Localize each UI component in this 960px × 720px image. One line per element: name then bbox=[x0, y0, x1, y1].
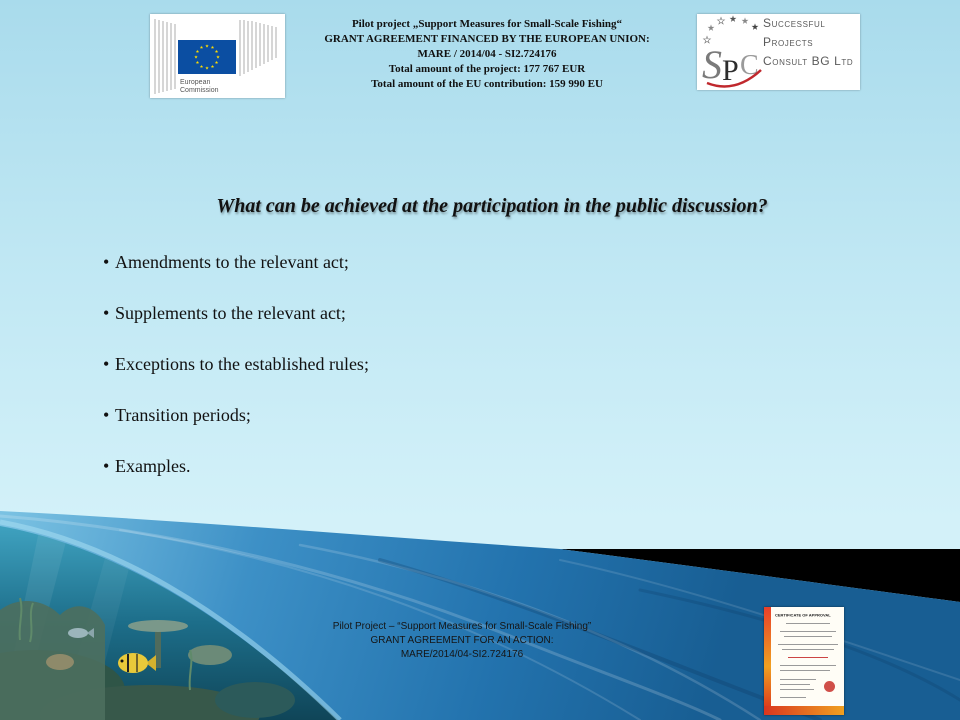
list-item bbox=[103, 454, 369, 505]
bullet-icon: • bbox=[103, 252, 110, 272]
svg-text:C: C bbox=[740, 50, 759, 81]
list-item bbox=[103, 301, 369, 352]
list-item bbox=[103, 250, 369, 301]
footer-line: GRANT AGREEMENT FOR AN ACTION: bbox=[370, 635, 554, 646]
eu-commission-logo bbox=[150, 14, 285, 98]
project-header bbox=[287, 17, 687, 92]
slide-footer bbox=[312, 620, 612, 662]
list-item bbox=[103, 352, 369, 403]
bullet-text: Examples. bbox=[115, 456, 191, 476]
bullet-icon: • bbox=[103, 303, 110, 323]
certificate-border bbox=[764, 607, 771, 715]
eu-logo-line1: European bbox=[180, 79, 211, 86]
bullet-list bbox=[103, 250, 369, 505]
certificate-footer-band bbox=[764, 706, 844, 715]
list-item bbox=[103, 403, 369, 454]
bullet-text: Transition periods; bbox=[115, 405, 251, 425]
slide-heading: What can be achieved at the participation in the public discussion? bbox=[216, 195, 768, 217]
header-line: GRANT AGREEMENT FINANCED BY THE EUROPEAN UNION: bbox=[324, 33, 650, 45]
spc-monogram bbox=[702, 42, 761, 87]
bullet-text: Amendments to the relevant act; bbox=[115, 252, 349, 272]
certificate-seal-icon bbox=[824, 681, 835, 692]
table-coral bbox=[128, 620, 188, 632]
eu-flag-icon bbox=[178, 40, 236, 74]
header-line: MARE / 2014/04 - SI2.724176 bbox=[417, 48, 557, 60]
bullet-text: Supplements to the relevant act; bbox=[115, 303, 346, 323]
bullet-text: Exceptions to the established rules; bbox=[115, 354, 369, 374]
header-line: Total amount of the project: 177 767 EUR bbox=[388, 63, 586, 75]
bullet-icon: • bbox=[103, 405, 110, 425]
eu-logo-line2: Commission bbox=[180, 87, 219, 94]
footer-line: Pilot Project – “Support Measures for Small-Scale Fishing” bbox=[332, 621, 592, 632]
header-line: Total amount of the EU contribution: 159 990 EU bbox=[371, 78, 603, 90]
svg-text:S: S bbox=[702, 42, 722, 87]
bullet-icon: • bbox=[103, 456, 110, 476]
header-line: Pilot project „Support Measures for Small-Scale Fishing“ bbox=[351, 18, 623, 30]
spc-logo bbox=[697, 14, 860, 90]
certificate-title: CERTIFICATE OF APPROVAL bbox=[775, 613, 831, 618]
spc-company-name bbox=[763, 14, 853, 71]
spc-stars-icon bbox=[704, 15, 759, 43]
svg-text:P: P bbox=[722, 54, 739, 87]
spc-line3: Consult BG Ltd bbox=[763, 54, 854, 68]
spc-line2: Projects bbox=[763, 35, 814, 49]
spc-line1: Successful bbox=[763, 16, 826, 30]
footer-line: MARE/2014/04-SI2.724176 bbox=[400, 649, 524, 660]
bullet-icon: • bbox=[103, 354, 110, 374]
certificate-image bbox=[764, 607, 844, 715]
